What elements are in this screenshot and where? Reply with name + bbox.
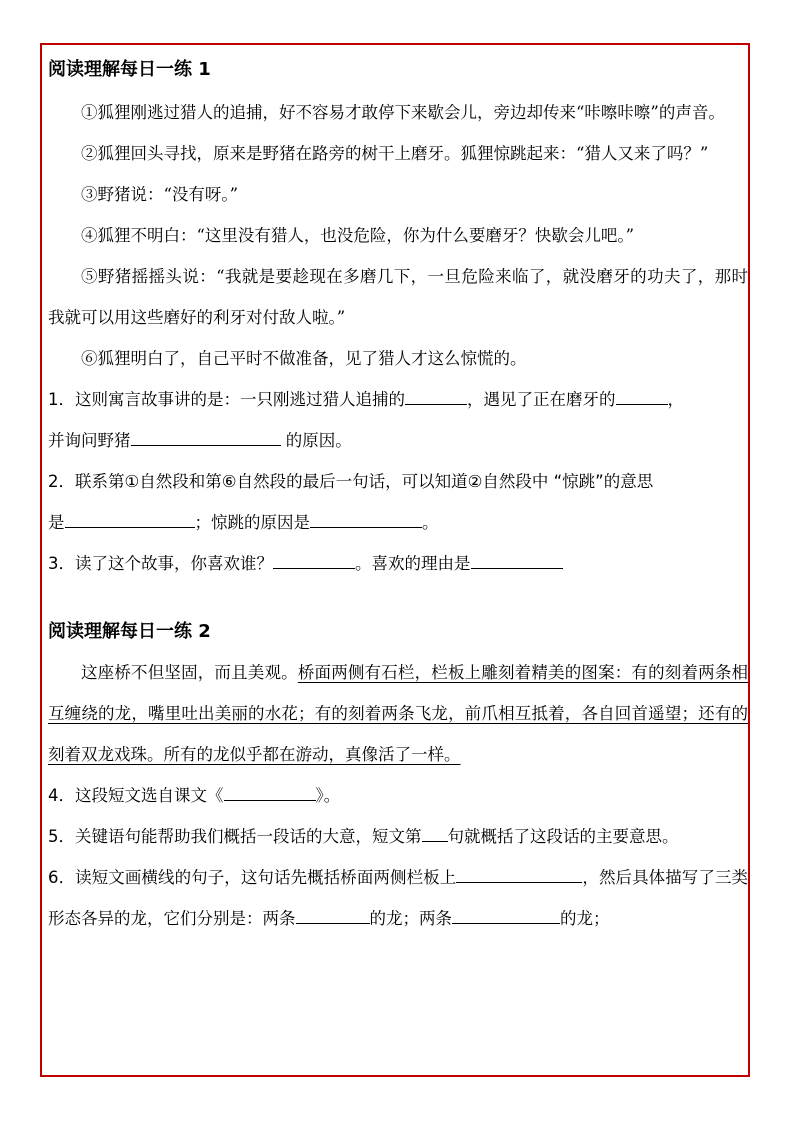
question-3: 3．读了这个故事，你喜欢谁？ 。喜欢的理由是 — [48, 543, 748, 584]
q6-blank-2[interactable] — [296, 905, 370, 924]
q1-blank-1[interactable] — [405, 386, 467, 405]
passage2-underlined-sentence: 桥面两侧有石栏，栏板上雕刻着精美的图案：有的刻着两条相互缠绕的龙，嘴里吐出美丽的水花；有的刻着两条飞龙，前爪相互抵着，各自回首遥望；还有的刻着双龙戏珠。所有的龙似乎都在游动，真像活了一样。 — [48, 663, 749, 764]
passage1-paragraph-3: ③野猪说：“没有呀。” — [81, 185, 239, 204]
section2-title: 阅读理解每日一练 2 — [48, 621, 211, 642]
passage1-paragraph-5: ⑤野猪摇摇头说：“我就是要趁现在多磨几下，一旦危险来临了，就没磨牙的功夫了，那时我就可以用这些磨好的利牙对付敌人啦。” — [48, 267, 748, 327]
section1-title: 阅读理解每日一练 1 — [48, 59, 211, 80]
passage1-paragraph-4: ④狐狸不明白：“这里没有猎人，也没危险，你为什么要磨牙？快歇会儿吧。” — [81, 226, 635, 245]
question-5: 5．关键语句能帮助我们概括一段话的大意，短文第 句就概括了这段话的主要意思。 — [48, 816, 748, 857]
q3-blank-1[interactable] — [273, 550, 355, 569]
q1-blank-3[interactable] — [131, 427, 281, 446]
question-1: 1．这则寓言故事讲的是：一只刚逃过猎人追捕的 ，遇见了正在磨牙的 ， 并询问野猪 的原因。 — [48, 379, 748, 461]
q6-blank-1[interactable] — [456, 864, 582, 883]
question-2: 2．联系第①自然段和第⑥自然段的最后一句话，可以知道②自然段中 “惊跳”的意思 是 ；惊跳的原因是 。 — [48, 472, 654, 532]
question-6: 6．读短文画横线的句子，这句话先概括桥面两侧栏板上 ，然后具体描写了三类形态各异的龙，它们分别是：两条 的龙；两条 的龙； — [48, 857, 748, 939]
passage1-paragraph-2: ②狐狸回头寻找，原来是野猪在路旁的树干上磨牙。狐狸惊跳起来：“猎人又来了吗？” — [81, 144, 709, 163]
question-4: 4．这段短文选自课文《 》。 — [48, 775, 748, 816]
passage1-paragraph-1: ①狐狸刚逃过猎人的追捕，好不容易才敢停下来歇会儿，旁边却传来“咔嚓咔嚓”的声音。 — [81, 103, 725, 122]
q1-blank-2[interactable] — [616, 386, 668, 405]
q2-blank-2[interactable] — [310, 509, 422, 528]
passage1-paragraph-6: ⑥狐狸明白了，自己平时不做准备，见了猎人才这么惊慌的。 — [81, 349, 527, 368]
q3-blank-2[interactable] — [471, 550, 563, 569]
passage2: 这座桥不但坚固，而且美观。桥面两侧有石栏，栏板上雕刻着精美的图案：有的刻着两条相互缠绕的龙，嘴里吐出美丽的水花；有的刻着两条飞龙，前爪相互抵着，各自回首遥望；还有的刻着双龙戏珠。所有的龙似乎都在游动，真像活了一样。 — [48, 663, 749, 764]
q4-blank[interactable] — [224, 782, 316, 801]
q6-blank-3[interactable] — [452, 905, 560, 924]
q2-blank-1[interactable] — [65, 509, 195, 528]
q5-blank[interactable] — [422, 823, 448, 842]
worksheet — [48, 52, 748, 939]
